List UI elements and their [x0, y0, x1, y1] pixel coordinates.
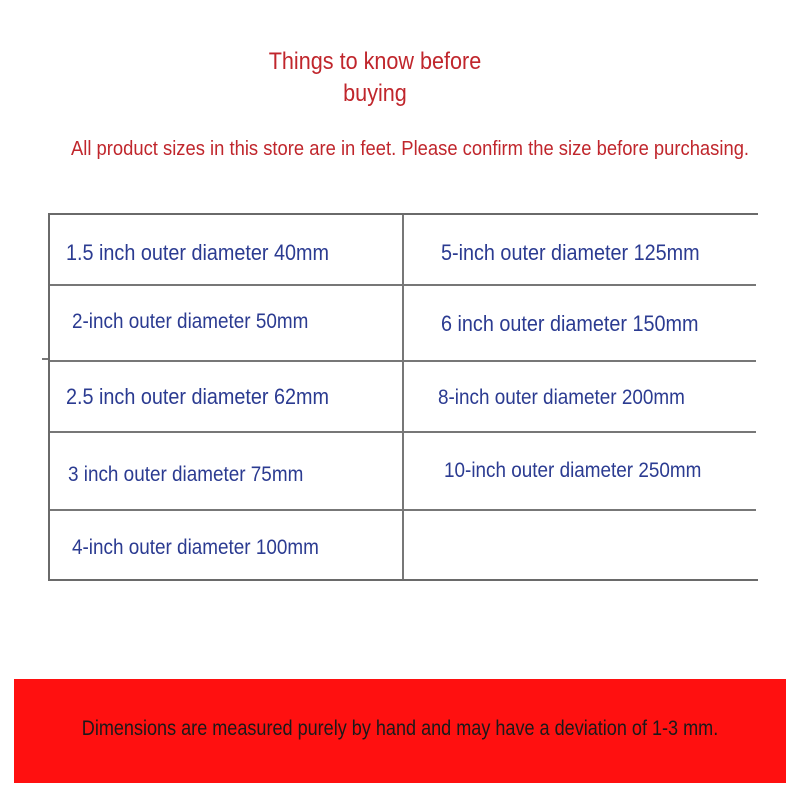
- column-divider: [402, 215, 404, 579]
- size-table: [48, 213, 758, 581]
- size-notice: All product sizes in this store are in feet. Please confirm the size before purchasing.: [70, 138, 750, 160]
- size-cell-right-2: 6 inch outer diameter 150mm: [441, 311, 699, 336]
- size-cell-right-4: 10-inch outer diameter 250mm: [444, 459, 702, 482]
- size-cell-right-3: 8-inch outer diameter 200mm: [438, 386, 685, 409]
- row-divider: [50, 431, 756, 433]
- size-cell-right-1: 5-inch outer diameter 125mm: [441, 240, 700, 265]
- disclaimer-text: Dimensions are measured purely by hand and may have a deviation of 1-3 mm.: [81, 717, 719, 740]
- page-title: [245, 46, 506, 110]
- size-cell-left-4: 3 inch outer diameter 75mm: [68, 463, 304, 486]
- size-cell-left-2: 2-inch outer diameter 50mm: [72, 310, 309, 333]
- row-divider: [50, 509, 756, 511]
- size-cell-left-1: 1.5 inch outer diameter 40mm: [66, 240, 330, 265]
- title-line-2: buying: [343, 80, 407, 107]
- title-line-1: Things to know before: [268, 48, 482, 75]
- row-divider: [50, 360, 756, 362]
- size-cell-left-3: 2.5 inch outer diameter 62mm: [66, 384, 330, 409]
- size-cell-left-5: 4-inch outer diameter 100mm: [72, 536, 319, 559]
- row-divider: [50, 284, 756, 286]
- disclaimer-banner: [14, 679, 786, 783]
